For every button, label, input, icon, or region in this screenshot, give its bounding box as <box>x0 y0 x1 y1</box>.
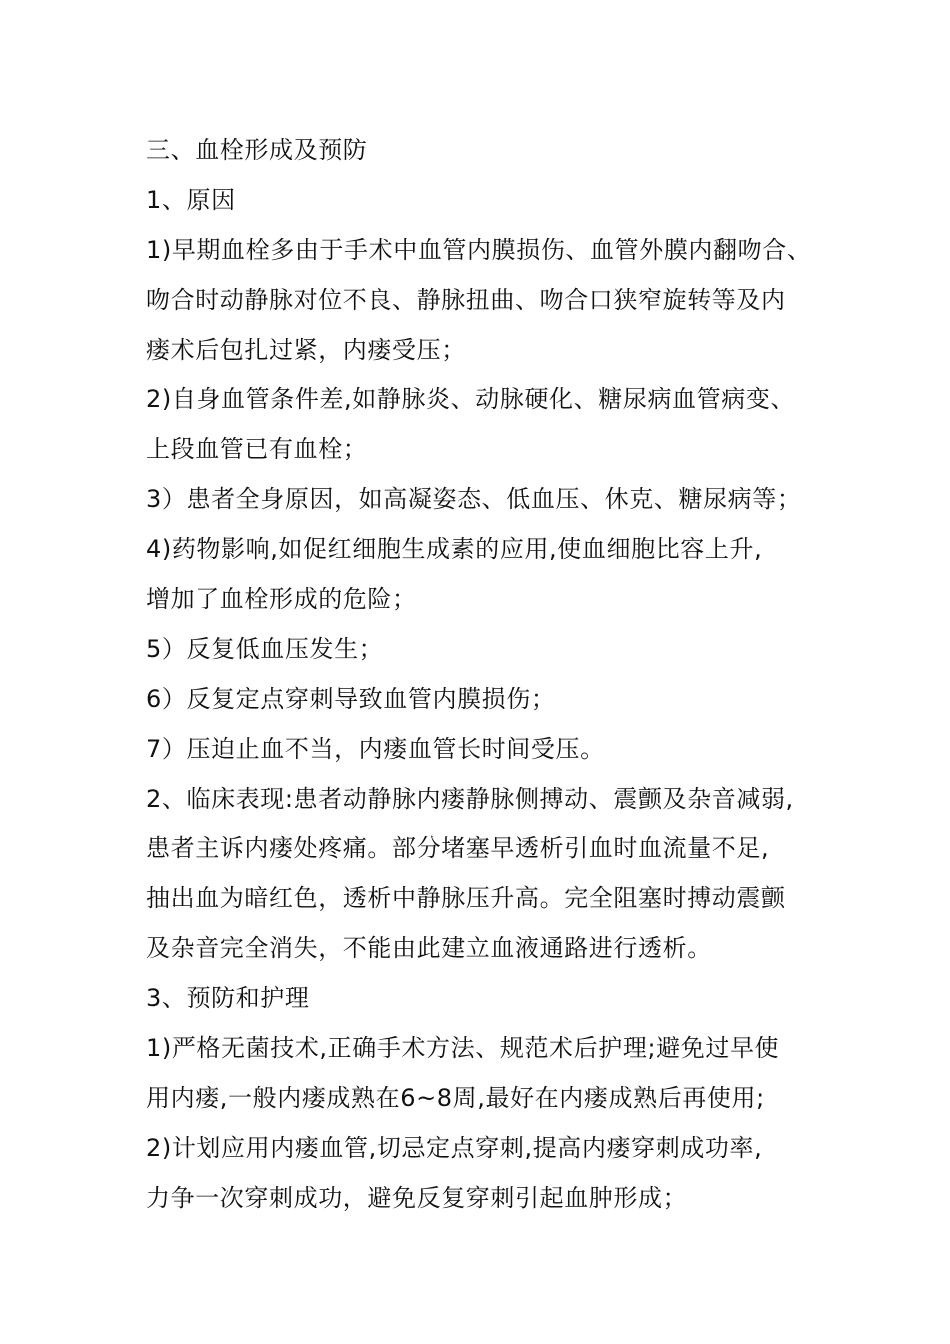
subsection-heading: 1、原因 <box>146 185 236 214</box>
subsection-heading: 3、预防和护理 <box>146 984 310 1013</box>
text-line: 2)自身血管条件差,如静脉炎、动脉硬化、糖尿病血管病变、 <box>146 385 796 414</box>
text-line: 4)药物影响,如促红细胞生成素的应用,使血细胞比容上升, <box>146 535 763 564</box>
text-line: 瘘术后包扎过紧，内瘘受压； <box>146 335 466 364</box>
text-line: 3）患者全身原因，如高凝姿态、低血压、休克、糖尿病等； <box>146 485 802 514</box>
text-line: 增加了血栓形成的危险； <box>146 585 417 614</box>
text-line: 用内瘘,一般内瘘成熟在6~8周,最好在内瘘成熟后再使用; <box>146 1083 765 1112</box>
text-line: 2)计划应用内瘘血管,切忌定点穿刺,提高内瘘穿刺成功率, <box>146 1133 763 1162</box>
text-line: 及杂音完全消失，不能由此建立血液通路进行透析。 <box>146 934 712 963</box>
subsection-heading: 2、临床表现:患者动静脉内瘘静脉侧搏动、震颤及杂音减弱, <box>146 784 794 813</box>
text-line: 吻合时动静脉对位不良、静脉扭曲、吻合口狭窄旋转等及内 <box>146 285 786 314</box>
text-line: 1)严格无菌技术,正确手术方法、规范术后护理;避免过早使 <box>146 1034 780 1063</box>
text-line: 力争一次穿刺成功，避免反复穿刺引起血肿形成； <box>146 1183 688 1212</box>
document-body <box>146 126 866 1224</box>
text-line: 抽出血为暗红色，透析中静脉压升高。完全阻塞时搏动震颤 <box>146 884 786 913</box>
text-line: 7）压迫止血不当，内瘘血管长时间受压。 <box>146 734 605 763</box>
text-line: 上段血管已有血栓； <box>146 435 368 464</box>
text-line: 5）反复低血压发生； <box>146 634 384 663</box>
text-line: 6）反复定点穿刺导致血管内膜损伤； <box>146 684 556 713</box>
text-line: 1)早期血栓多由于手术中血管内膜损伤、血管外膜内翻吻合、 <box>146 235 812 264</box>
section-heading: 三、血栓形成及预防 <box>146 136 368 164</box>
text-line: 患者主诉内瘘处疼痛。部分堵塞早透析引血时血流量不足, <box>146 834 770 863</box>
